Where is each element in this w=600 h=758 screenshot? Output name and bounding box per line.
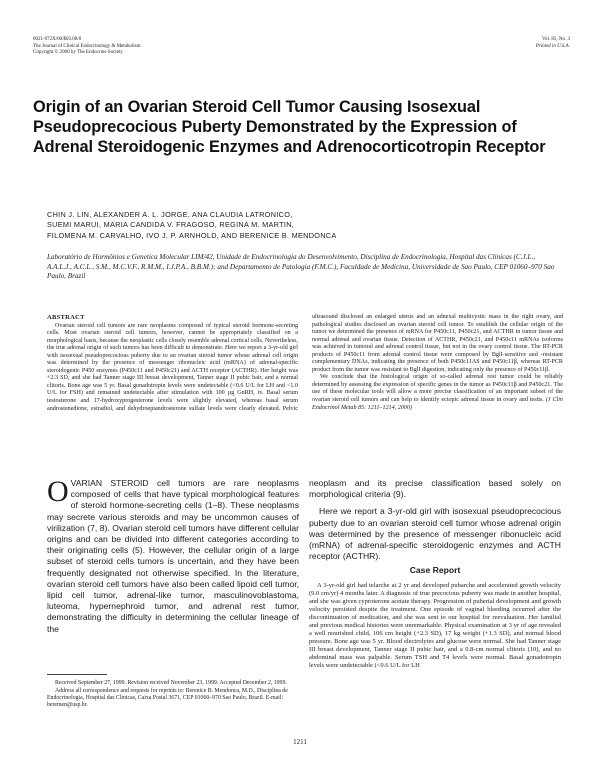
case-paragraph: A 3-yr-old girl had telarche at 2 yr and developed pubarche and accelerated growth velocity (9.0 cm/yr) 4 months later. A diagnosis of true precocious puberty was made in another hospital, and she was given cyproterone acetate therapy. Progression of pubertal development and growth velocity persisted despite the treatment. One episode of vaginal bleeding occurred after the discontinuation of medication, and she was sent to our hospital for reevaluation. Her familial and previous medical histories were unremarkable. Physical examination at 3 yr of age revealed a well nourished child, 106 cm height (+2.3 SD), 17 kg weight (+1.3 SD), and normal blood pressure. Bone age was 5 yr. Blood electrolytes and glucose were normal. She had Tanner stage III breast development, Tanner stage II pubic hair, and a 0.8-cm normal clitoris (10), and no abdominal mass was palpable. Serum TSH and T4 levels were normal. Basal gonadotropin levels were undetectable (<0.6 U/L for LH: [309, 582, 561, 669]
footnote-divider: [47, 674, 107, 675]
footnote-address: Address all correspondence and requests for reprints to: Berenice B. Mendonca, M.D., Disciplina de Endocrinologia, Hospital das Clinicas, Caixa Postal 3671, CEP 01060–970 Sao Paulo, Brazil. E-mail: beremen@usp.br.: [47, 688, 288, 709]
volume-header: [536, 37, 570, 50]
header-line: Copyright © 2000 by The Endocrine Society: [33, 50, 123, 55]
citation: (J Clin Endocrinol Metab 85: 1211–1214, 2000): [312, 397, 563, 411]
printed-info: Printed in U.S.A.: [535, 43, 570, 49]
abstract: [47, 314, 563, 462]
intro-paragraph: VARIAN STEROID cell tumors are rare neoplasms composed of cells that have typical morphological features of steroid hormone-secreting cells (1–8). These neoplasms may secrete various steroids and may be uncommon causes of virilization (7, 8). Ovarian steroid cell tumors have different cellular origins and can be divided into different categories according to their originating cells (5). However, the cellular origin of a large subset of steroid cells tumors is uncertain, and they have been frequently designated not otherwise specified. In the literature, ovarian steroid cell tumors have also been called lipoid cell tumor, lipid cell tumor, adrenal-like tumor, masculinovoblastoma, luteoma, hypernephroid tumor, and adrenal rest tumor, demonstrating the difficulty in determining the cellular lineage of the: [47, 478, 299, 634]
drop-cap: O: [47, 475, 69, 508]
article-title: Origin of an Ovarian Steroid Cell Tumor Causing Isosexual Pseudoprecocious Puberty Demonstrated by the Expression of Adrenal Steroidogenic Enzymes and Adrenocorticotropin Receptor: [33, 98, 546, 156]
volume-info: Vol. 85, No. 3: [542, 37, 570, 42]
abstract-paragraph: We conclude that the histological origin of so-called adrenal rest tumor could be reliably determined by assessing the expression of specific genes in the tumor as P450c11β and P450c21. The use of these molecular tools will allow a more precise classification of an important subset of the ovarian steroid cell tumors and can help to identify ectopic adrenal tissue in ovary and testis.: [312, 374, 563, 404]
footnote-received: Received September 27, 1999. Revision received November 23, 1999. Accepted December 2, 1999.: [55, 680, 287, 686]
author-line: FILOMENA M. CARVALHO, IVO J. P. ARNHOLD, AND BERENICE B. MENDONCA: [47, 230, 337, 240]
author-line: SUEMI MARUI, MARIA CANDIDA V. FRAGOSO, REGINA M. MARTIN,: [47, 220, 295, 230]
case-report: [309, 582, 561, 669]
abstract-paragraph: Ovarian steroid cell tumors are rare neoplasms composed of typical steroid hormone-secreting cells. Most ovarian steroid cell tumors, however, cannot be appropriately classified on a morphological basis, because the neoplastic cells closely resemble adrenal cortical cells. Nevertheless, the true adrenal origin of such tumors has been difficult to demonstrate. Here we report a 3-yr-old girl with isosexual pseudoprecocious puberty due to an ovarian steroid tumor whose adrenal cell origin was determined by the presence of messenger ribonucleic acid (mRNA) of adrenal-specific steroidogenic P450 enzymes (P450c11 and P450c21) and ACTH receptor (ACTHR). Her height was +2.3 SD, and she had Tanner stage III breast development, Tanner stage II pubic hair, and a normal clitoris. Bone age was 5 yr. Basal gonadotropin levels were undetectable (<0.6 U/L for LH and <1.0 U/L for FSH) and remained undetectable after stimulation with 100 µg GnRH, iv. Basal serum testosterone and 17-hydroxyprogesterone levels were slightly elevated, whereas basal serum androstenedione, estradiol, and dehydroepiandrosterone sulfate levels were clearly elevated. Pelvic ultrasound disclosed an enlarged uterus and an adnexal multicystic mass in the right ovary, and pathological studies disclosed an ovarian steroid cell tumor. To establish the cellular origin of the tumor we determined the presence of mRNA for P450c11, P450c21, and ACTHR in tumor tissue and normal adrenal and ovarian tissue. Detection of ACTHR, P450c21, and P450c11 mRNAs isoforms was achieved in tumoral and adrenal control tissue, but not in the ovary control tissue. The RT-PCR products of P450c11 from adrenal control tissue were composed by BglI-sensitive and -resistant complementary DNAs, indicating the presence of both P450c11AS and P450c11β, whereas RT-PCR product from the tumor was resistant to BglI digestion, indicating only the presence of P450c11β.: [47, 314, 563, 412]
intro-paragraph: neoplasm and its precise classification based solely on morphological criteria (9).: [309, 478, 561, 500]
intro-right-column: [309, 478, 561, 568]
author-list: [47, 210, 557, 241]
header-line: 0021-972X/00/$03.00/0: [33, 37, 82, 42]
header-line: The Journal of Clinical Endocrinology & Metabolism: [33, 43, 141, 49]
affiliation: Laboratório de Hormônios e Genetica Molecular LIM/42, Unidade de Endocrinologia do Desenvolvimento, Disciplina de Endocrinologia, Hospital das Clinicas (C.J.L., A.A.L.J., A.C.L., S.M., M.C.V.F., R.M.M., I.J.P.A., B.B.M.); and Departamento de Patologia (F.M.C.), Faculdade de Medicina, Universidade de Sao Paulo, CEP 01060–970 Sao Paulo, Brazil: [47, 253, 555, 281]
intro-left-column: [47, 475, 299, 635]
journal-header: [33, 37, 140, 57]
footnotes: [47, 680, 299, 710]
intro-paragraph: Here we report a 3-yr-old girl with isosexual pseudoprecocious puberty due to an ovarian steroid cell tumor whose adrenal origin was determined by the presence of messenger ribonucleic acid (mRNA) of adrenal-specific steroidogenic enzymes and ACTH receptor (ACTHR).: [309, 506, 561, 562]
page-number: 1211: [293, 738, 307, 746]
abstract-heading: ABSTRACT: [47, 314, 85, 321]
section-heading: Case Report: [409, 565, 461, 575]
author-line: CHIN J. LIN, ALEXANDER A. L. JORGE, ANA CLAUDIA LATRONICO,: [47, 210, 293, 219]
